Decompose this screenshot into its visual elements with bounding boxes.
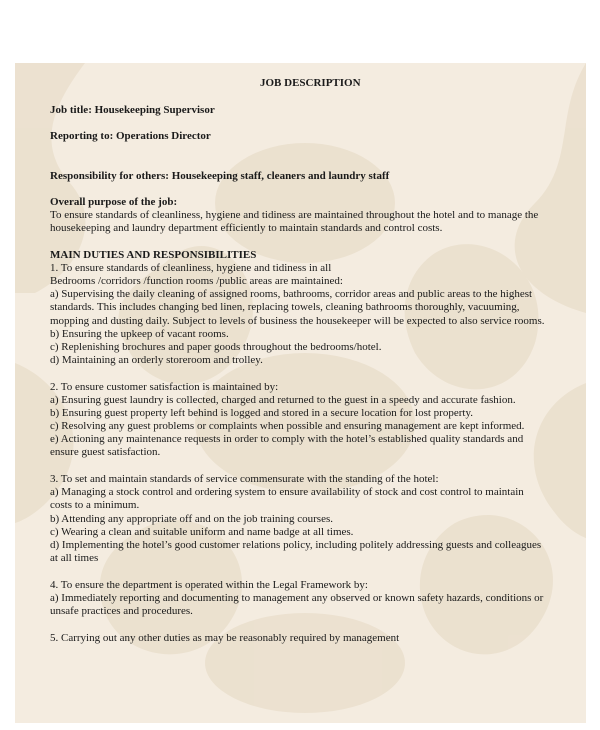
duty-line: 1. To ensure standards of cleanliness, hygiene and tidiness in all [50, 262, 332, 274]
duty-line: 4. To ensure the department is operated within the Legal Framework by: [50, 579, 368, 591]
duty-line: a) Managing a stock control and ordering system to ensure availability of stock and cost control to maintain [50, 486, 524, 498]
duty-line: a) Supervising the daily cleaning of assigned rooms, bathrooms, corridor areas and public areas to the highest [50, 288, 533, 300]
overall-purpose-heading: Overall purpose of the job: [50, 196, 178, 208]
duty-line: b) Ensuring the upkeep of vacant rooms. [50, 328, 229, 340]
document-content [15, 63, 586, 723]
duty-line: c) Wearing a clean and suitable uniform and name badge at all times. [50, 526, 354, 538]
duty-line: d) Implementing the hotel’s good customer relations policy, including politely addressing guests and colleagues [50, 539, 542, 551]
duty-line: at all times [50, 552, 99, 564]
main-duties-heading: MAIN DUTIES AND RESPONSIBILITIES [50, 249, 257, 261]
duty-line: e) Actioning any maintenance requests in order to comply with the hotel’s established quality standards and [50, 433, 524, 445]
duty-line: b) Attending any appropriate off and on the job training courses. [50, 513, 333, 525]
job-title: Job title: Housekeeping Supervisor [50, 104, 215, 116]
duty-line: 3. To set and maintain standards of service commensurate with the standing of the hotel: [50, 473, 439, 485]
overall-purpose-line: To ensure standards of cleanliness, hygiene and tidiness are maintained throughout the hotel and to manage the [50, 209, 539, 221]
duty-line: a) Immediately reporting and documenting to management any observed or known safety hazards, conditions or [50, 592, 544, 604]
duty-line: a) Ensuring guest laundry is collected, charged and returned to the guest in a speedy and accurate fashion. [50, 394, 516, 406]
responsibility-for-others: Responsibility for others: Housekeeping staff, cleaners and laundry staff [50, 170, 390, 182]
duty-line: ensure guest satisfaction. [50, 446, 161, 458]
duty-line: mopping and dusting daily. Subject to levels of business the housekeeper will be expected to also service rooms. [50, 315, 545, 327]
duty-line: 5. Carrying out any other duties as may be reasonably required by management [50, 632, 400, 644]
duty-line: Bedrooms /corridors /function rooms /public areas are maintained: [50, 275, 343, 287]
duty-line: standards. This includes changing bed linen, replacing towels, cleaning bathrooms thoroughly, vacuuming, [50, 301, 520, 313]
duty-line: b) Ensuring guest property left behind is logged and stored in a secure location for lost property. [50, 407, 473, 419]
duty-line: 2. To ensure customer satisfaction is maintained by: [50, 381, 279, 393]
overall-purpose-line: housekeeping and laundry department efficiently to maintain standards and control costs. [50, 222, 443, 234]
duty-line: c) Resolving any guest problems or complaints when possible and ensuring management are kept informed. [50, 420, 525, 432]
duty-line: d) Maintaining an orderly storeroom and trolley. [50, 354, 263, 366]
duty-line: unsafe practices and procedures. [50, 605, 193, 617]
reporting-to: Reporting to: Operations Director [50, 130, 211, 142]
duty-line: costs to a minimum. [50, 499, 140, 511]
document-page [15, 63, 586, 723]
duty-line: c) Replenishing brochures and paper goods throughout the bedrooms/hotel. [50, 341, 382, 353]
document-title: JOB DESCRIPTION [260, 77, 361, 89]
